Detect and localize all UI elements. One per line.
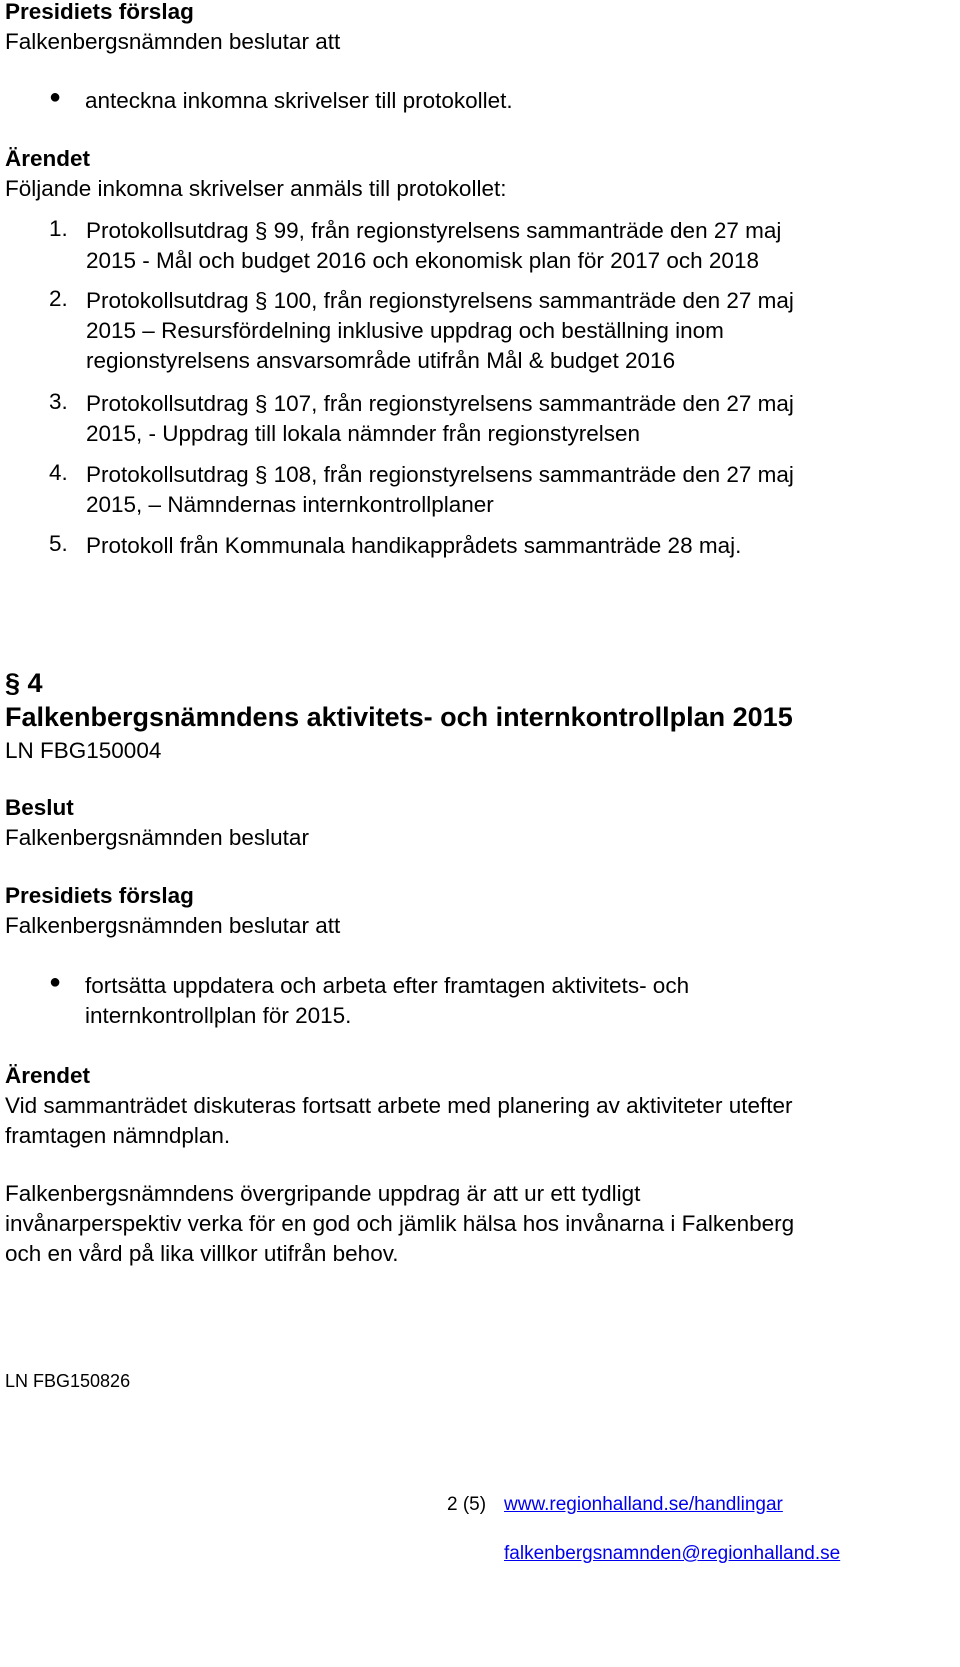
list-item-line: Protokollsutdrag § 108, från regionstyrelsens sammanträde den 27 maj (86, 462, 794, 487)
handlingar-link[interactable]: www.regionhalland.se/handlingar (504, 1494, 783, 1515)
list-item-number: 3. (49, 389, 68, 414)
section-number: § 4 (5, 668, 43, 698)
case-number: LN FBG150004 (5, 738, 162, 763)
paragraph-line: Falkenbergsnämndens övergripande uppdrag är att ur ett tydligt (5, 1181, 641, 1206)
presidiets-forslag-intro: Falkenbergsnämnden beslutar att (5, 29, 341, 54)
list-item-line: regionstyrelsens ansvarsområde utifrån Mål & budget 2016 (86, 348, 676, 373)
arendet-intro: Följande inkomna skrivelser anmäls till protokollet: (5, 176, 507, 201)
presidiets-forslag-intro: Falkenbergsnämnden beslutar att (5, 913, 341, 938)
section-title: Falkenbergsnämndens aktivitets- och internkontrollplan 2015 (5, 702, 793, 732)
list-item-line: 2015, - Uppdrag till lokala nämnder från regionstyrelsen (86, 421, 641, 446)
arendet-heading: Ärendet (5, 1063, 91, 1088)
list-item-number: 5. (49, 531, 68, 556)
list-item-number: 4. (49, 460, 68, 485)
list-item-line: 2015 – Resursfördelning inklusive uppdrag och beställning inom (86, 318, 724, 343)
beslut-heading: Beslut (5, 795, 74, 820)
paragraph-line: invånarperspektiv verka för en god och jämlik hälsa hos invånarna i Falkenberg (5, 1211, 795, 1236)
bullet-icon: ● (49, 86, 62, 108)
bullet-item-line: fortsätta uppdatera och arbeta efter framtagen aktivitets- och (85, 973, 690, 998)
list-item-line: 2015, – Nämndernas internkontrollplaner (86, 492, 494, 517)
presidiets-forslag-heading: Presidiets förslag (5, 0, 194, 24)
list-item-line: Protokollsutdrag § 100, från regionstyrelsens sammanträde den 27 maj (86, 288, 794, 313)
list-item-line: Protokollsutdrag § 107, från regionstyrelsens sammanträde den 27 maj (86, 391, 794, 416)
list-item-line: Protokollsutdrag § 99, från regionstyrelsens sammanträde den 27 maj (86, 218, 782, 243)
page-number: 2 (5) (447, 1494, 487, 1515)
beslut-text: Falkenbergsnämnden beslutar (5, 825, 309, 850)
footer-document-code: LN FBG150826 (5, 1371, 131, 1391)
list-item-number: 2. (49, 286, 68, 311)
list-item-number: 1. (49, 216, 68, 241)
bullet-item-line: internkontrollplan för 2015. (85, 1003, 352, 1028)
list-item-line: 2015 - Mål och budget 2016 och ekonomisk plan för 2017 och 2018 (86, 248, 759, 273)
paragraph-line: Vid sammanträdet diskuteras fortsatt arbete med planering av aktiviteter utefter (5, 1093, 793, 1118)
paragraph-line: och en vård på lika villkor utifrån behov. (5, 1241, 399, 1266)
presidiets-forslag-heading: Presidiets förslag (5, 883, 194, 908)
bullet-item: anteckna inkomna skrivelser till protokollet. (85, 88, 513, 113)
email-link[interactable]: falkenbergsnamnden@regionhalland.se (504, 1543, 841, 1564)
arendet-heading: Ärendet (5, 146, 91, 171)
paragraph-line: framtagen nämndplan. (5, 1123, 231, 1148)
list-item-line: Protokoll från Kommunala handikapprådets sammanträde 28 maj. (86, 533, 742, 558)
bullet-icon: ● (49, 971, 62, 993)
